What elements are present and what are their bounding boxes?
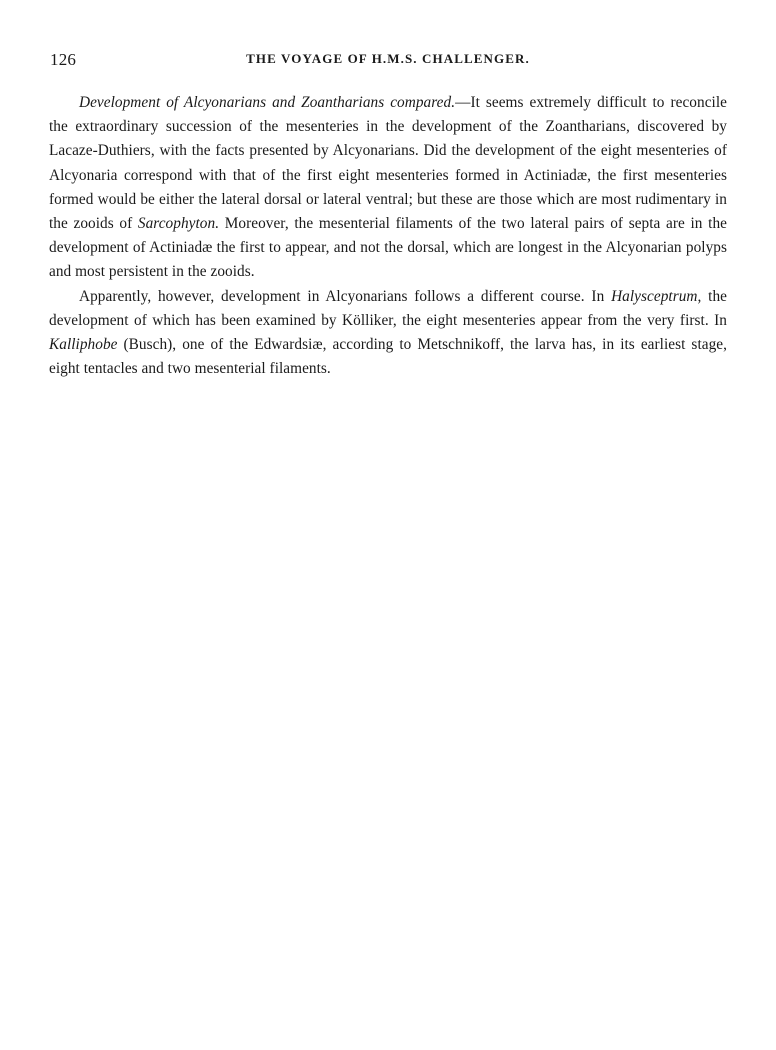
- genus-name: Kalliphobe: [49, 336, 118, 354]
- paragraph-text: the development of which has been examined by Kölliker, the eight mesenteries appear from the very first. In: [49, 287, 728, 329]
- paragraph-1: [49, 91, 727, 285]
- genus-name: Halysceptrum,: [611, 287, 702, 305]
- body-text: [49, 91, 727, 381]
- page-header: [50, 50, 726, 72]
- paragraph-text: Apparently, however, development in Alcyonarians follows a different course. In: [79, 287, 612, 305]
- running-title: THE VOYAGE OF H.M.S. CHALLENGER.: [246, 51, 530, 66]
- genus-name: Sarcophyton.: [137, 215, 220, 233]
- paragraph-text: (Busch), one of the Edwardsiæ, according to Metschnikoff, the larva has, in its earliest stage, eight tentacles and two mesenterial filaments.: [49, 336, 727, 378]
- section-run-in-heading: Development of Alcyonarians and Zoantharians compared.: [79, 94, 456, 111]
- paragraph-2: [49, 285, 727, 382]
- page-number: 126: [50, 50, 77, 69]
- paragraph-text: Moreover, the mesenterial filaments of the two lateral pairs of septa are in the development of Actiniadæ the first to appear, and not the dorsal, which are longest in the Alcyonarian polyps and most persistent in the zooids.: [49, 215, 727, 281]
- paragraph-text: —It seems extremely difficult to reconcile the extraordinary succession of the mesenteries in the development of the Zoantharians, discovered by Lacaze-Duthiers, with the facts presented by Alcyonarians. Did the development of the eight mesenteries of Alcyonaria correspond with that of the first eight mesenteries formed in Actiniadæ, the first mesenteries formed would be either the lateral dorsal or lateral ventral; but these are those which are most rudimentary in the zooids of: [49, 94, 727, 233]
